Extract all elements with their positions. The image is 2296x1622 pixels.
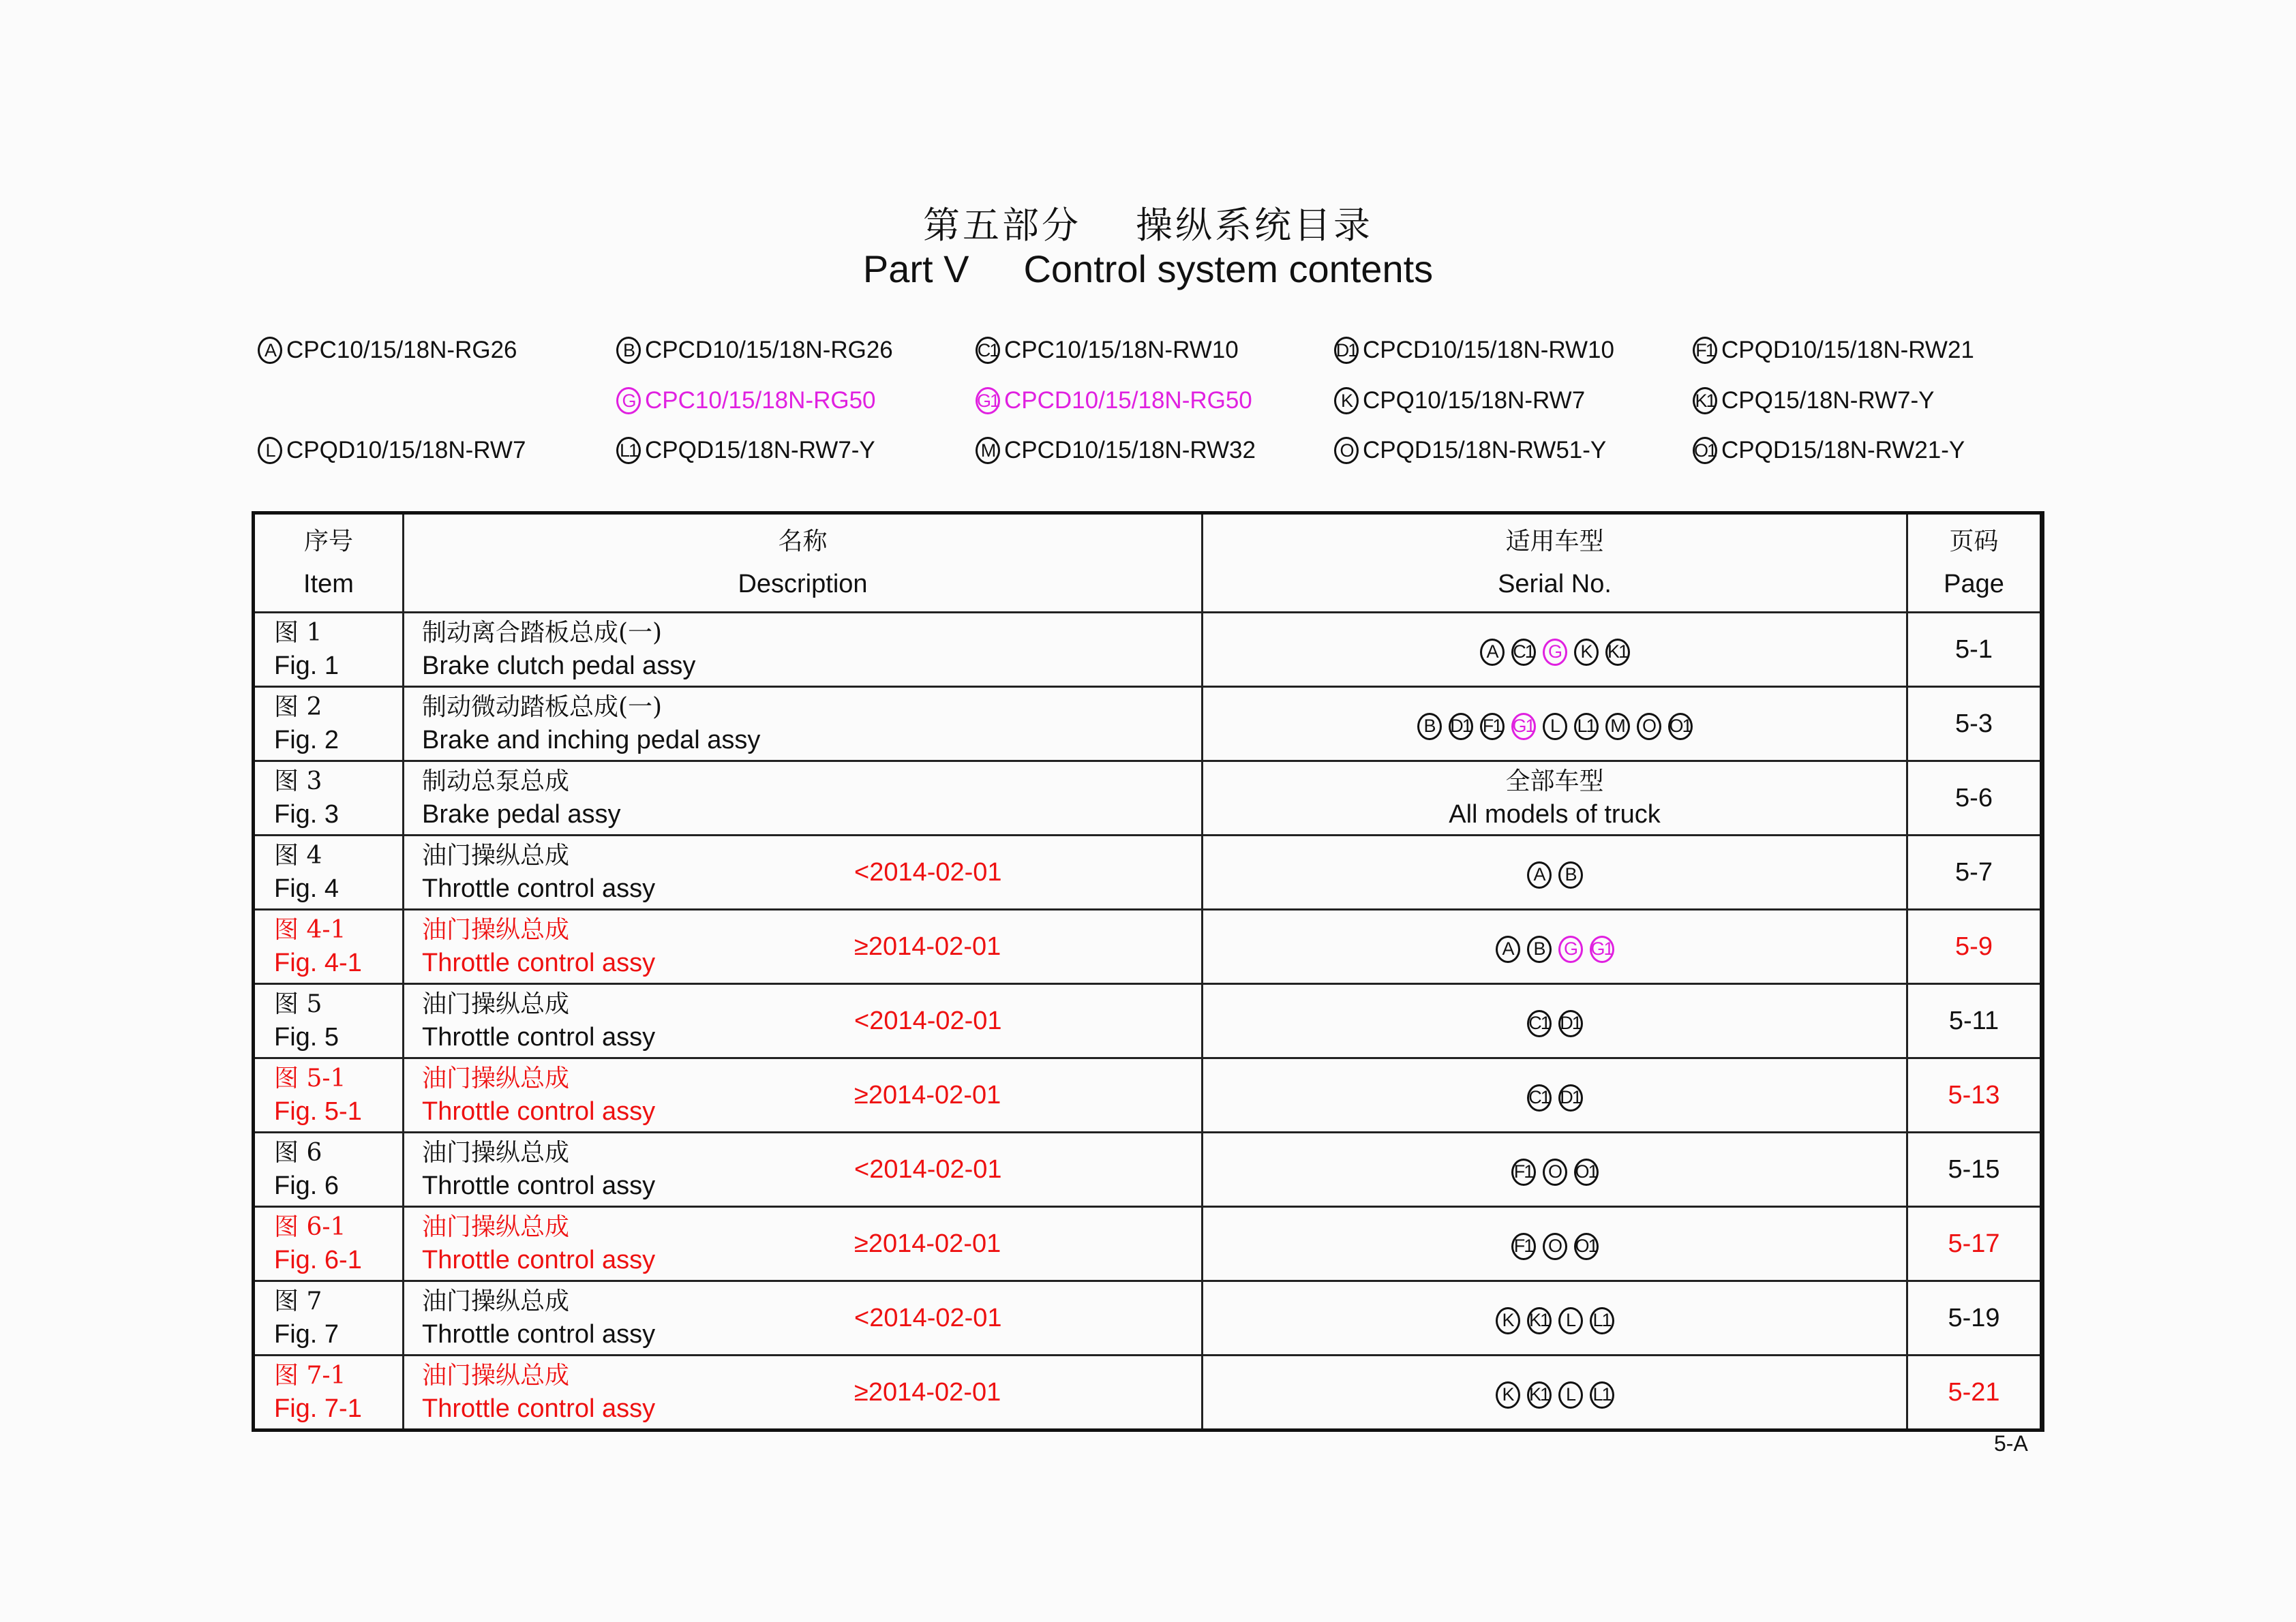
item-cell [254, 1207, 404, 1281]
header-desc-cn: 名称 [778, 527, 828, 555]
legend-item [1693, 387, 1935, 414]
circled-code-icon: A [258, 337, 282, 364]
serial-cell [1203, 984, 1907, 1058]
circled-code-icon: F1 [1511, 1233, 1536, 1260]
desc-cn: 油门操纵总成 [422, 916, 570, 944]
header-page-en: Page [1944, 570, 2004, 598]
circled-code-icon: L [1543, 713, 1567, 740]
page-cell: 5-19 [1907, 1281, 2042, 1356]
table-row [254, 1058, 2042, 1133]
serial-cell [1203, 836, 1907, 910]
item-en: Fig. 5 [274, 1023, 339, 1052]
circled-code-icon: O [1543, 1159, 1567, 1186]
description-cell [404, 1356, 1203, 1430]
item-en: Fig. 1 [274, 652, 339, 680]
desc-cn: 油门操纵总成 [422, 1065, 570, 1092]
circled-code-icon: D1 [1334, 337, 1359, 364]
circled-code-icon: K1 [1527, 1381, 1552, 1409]
table-row [254, 1356, 2042, 1430]
circled-code-icon: A [1496, 936, 1520, 963]
serial-cell [1203, 910, 1907, 984]
desc-en: Brake pedal assy [422, 800, 621, 829]
page-cell: 5-6 [1907, 761, 2042, 836]
title-en-part: Part V [862, 247, 969, 290]
circled-code-icon: K1 [1527, 1307, 1552, 1334]
desc-cn: 油门操纵总成 [422, 990, 570, 1018]
desc-cn: 制动微动踏板总成(一) [422, 693, 663, 721]
item-cell [254, 687, 404, 761]
circled-code-icon: D1 [1558, 1010, 1583, 1037]
serial-codes [1496, 1381, 1614, 1409]
item-en: Fig. 7-1 [274, 1394, 362, 1423]
date-condition: <2014-02-01 [854, 1155, 1002, 1184]
item-cell [254, 613, 404, 687]
circled-code-icon: M [976, 437, 1000, 464]
page-cell: 5-3 [1907, 687, 2042, 761]
serial-cell [1203, 1356, 1907, 1430]
circled-code-icon: G [616, 387, 641, 414]
date-condition: <2014-02-01 [854, 1007, 1002, 1035]
circled-code-icon: K [1574, 639, 1599, 666]
description-cell [404, 1058, 1203, 1133]
description-cell [404, 1281, 1203, 1356]
serial-cell [1203, 1281, 1907, 1356]
page-cell: 5-21 [1907, 1356, 2042, 1430]
circled-code-icon: K [1496, 1381, 1520, 1409]
circled-code-icon: G1 [1511, 713, 1536, 740]
description-cell [404, 836, 1203, 910]
page-title-cn [0, 196, 2296, 249]
item-en: Fig. 5-1 [274, 1097, 362, 1126]
legend-model: CPQD10/15/18N-RW7 [286, 437, 526, 463]
date-condition: ≥2014-02-01 [854, 1378, 1001, 1407]
circled-code-icon: O [1637, 713, 1661, 740]
item-en: Fig. 7 [274, 1320, 339, 1349]
circled-code-icon: L1 [616, 437, 641, 464]
serial-codes [1527, 1010, 1583, 1037]
circled-code-icon: B [1527, 936, 1552, 963]
date-condition: <2014-02-01 [854, 1304, 1002, 1332]
item-cn: 图 7-1 [274, 1362, 346, 1390]
header-item-cn: 序号 [303, 527, 353, 555]
serial-codes [1527, 1084, 1583, 1112]
circled-code-icon: G1 [976, 387, 1000, 414]
date-condition: ≥2014-02-01 [854, 1229, 1001, 1258]
desc-en: Brake and inching pedal assy [422, 726, 761, 754]
desc-en: Throttle control assy [422, 1320, 656, 1349]
description-cell [404, 1133, 1203, 1207]
table-row [254, 761, 2042, 836]
item-en: Fig. 2 [274, 726, 339, 754]
item-cell [254, 1058, 404, 1133]
circled-code-icon: B [616, 337, 641, 364]
desc-cn: 制动离合踏板总成(一) [422, 619, 663, 647]
description-cell [404, 910, 1203, 984]
page-cell: 5-15 [1907, 1133, 2042, 1207]
item-cn: 图 5-1 [274, 1065, 346, 1092]
desc-cn: 油门操纵总成 [422, 1362, 570, 1390]
header-description [404, 513, 1203, 613]
circled-code-icon: O1 [1574, 1159, 1599, 1186]
circled-code-icon: A [1480, 639, 1505, 666]
legend-model: CPQ15/18N-RW7-Y [1721, 387, 1935, 414]
circled-code-icon: K1 [1605, 639, 1630, 666]
table-row [254, 1207, 2042, 1281]
desc-en: Throttle control assy [422, 874, 656, 903]
item-cell [254, 1133, 404, 1207]
item-cn: 图 4 [274, 842, 322, 870]
circled-code-icon: C1 [1527, 1084, 1552, 1112]
table-row [254, 836, 2042, 910]
legend-model: CPC10/15/18N-RW10 [1004, 337, 1239, 363]
legend-model: CPQD15/18N-RW7-Y [645, 437, 875, 463]
circled-code-icon: O1 [1574, 1233, 1599, 1260]
circled-code-icon: O [1334, 437, 1359, 464]
legend-model: CPQD15/18N-RW51-Y [1363, 437, 1607, 463]
circled-code-icon: G [1543, 639, 1567, 666]
legend-item [1334, 437, 1606, 464]
legend-item [258, 337, 517, 364]
serial-cell [1203, 1058, 1907, 1133]
item-en: Fig. 6-1 [274, 1246, 362, 1274]
desc-en: Brake clutch pedal assy [422, 652, 696, 680]
circled-code-icon: G [1558, 936, 1583, 963]
circled-code-icon: L [1558, 1307, 1583, 1334]
legend-item [1334, 387, 1585, 414]
serial-codes [1496, 1307, 1614, 1334]
circled-code-icon: D1 [1449, 713, 1473, 740]
contents-table [252, 511, 2044, 1432]
serial-text-en: All models of truck [1449, 800, 1661, 829]
item-cell [254, 984, 404, 1058]
legend-model: CPCD10/15/18N-RW32 [1004, 437, 1256, 463]
page-cell: 5-13 [1907, 1058, 2042, 1133]
table-header-row [254, 513, 2042, 613]
item-cell [254, 1356, 404, 1430]
legend-model: CPCD10/15/18N-RG50 [1004, 387, 1252, 414]
circled-code-icon: L [1558, 1381, 1583, 1409]
item-cn: 图 4-1 [274, 916, 346, 944]
desc-cn: 油门操纵总成 [422, 1287, 570, 1315]
legend-item [1693, 337, 1974, 364]
legend-item [258, 437, 526, 464]
serial-codes [1417, 713, 1693, 740]
legend-item [616, 387, 876, 414]
circled-code-icon: L [258, 437, 282, 464]
date-condition: <2014-02-01 [854, 858, 1002, 887]
legend-item [976, 387, 1252, 414]
desc-cn: 油门操纵总成 [422, 1213, 570, 1241]
page-cell: 5-1 [1907, 613, 2042, 687]
serial-codes [1527, 861, 1583, 889]
desc-cn: 油门操纵总成 [422, 842, 570, 870]
circled-code-icon: K [1496, 1307, 1520, 1334]
desc-en: Throttle control assy [422, 1172, 656, 1200]
page-cell: 5-9 [1907, 910, 2042, 984]
description-cell [404, 984, 1203, 1058]
circled-code-icon: C1 [1527, 1010, 1552, 1037]
circled-code-icon: O1 [1693, 437, 1717, 464]
legend-model: CPQ10/15/18N-RW7 [1363, 387, 1586, 414]
date-condition: ≥2014-02-01 [854, 932, 1001, 961]
item-en: Fig. 4-1 [274, 949, 362, 977]
header-item [254, 513, 404, 613]
page-cell: 5-7 [1907, 836, 2042, 910]
page-cell: 5-11 [1907, 984, 2042, 1058]
desc-cn: 制动总泵总成 [422, 767, 570, 795]
item-cell [254, 1281, 404, 1356]
legend-item [1693, 437, 1965, 464]
date-condition: ≥2014-02-01 [854, 1081, 1001, 1110]
header-serial-en: Serial No. [1498, 570, 1612, 598]
page-cell: 5-17 [1907, 1207, 2042, 1281]
circled-code-icon: C1 [976, 337, 1000, 364]
circled-code-icon: O1 [1668, 713, 1693, 740]
circled-code-icon: D1 [1558, 1084, 1583, 1112]
legend-model: CPQD15/18N-RW21-Y [1721, 437, 1965, 463]
table-row [254, 1281, 2042, 1356]
serial-cell [1203, 1207, 1907, 1281]
item-cn: 图 3 [274, 767, 322, 795]
serial-codes [1511, 1159, 1599, 1186]
page-title-en [0, 247, 2296, 291]
legend-model: CPC10/15/18N-RG26 [286, 337, 517, 363]
description-cell [404, 613, 1203, 687]
table-row [254, 910, 2042, 984]
circled-code-icon: M [1605, 713, 1630, 740]
serial-text-cn: 全部车型 [1505, 767, 1604, 795]
circled-code-icon: G1 [1590, 936, 1614, 963]
header-serial-cn: 适用车型 [1505, 527, 1604, 555]
circled-code-icon: C1 [1511, 639, 1536, 666]
circled-code-icon: F1 [1693, 337, 1717, 364]
legend-item [976, 437, 1256, 464]
serial-cell [1203, 613, 1907, 687]
item-cell [254, 761, 404, 836]
desc-en: Throttle control assy [422, 949, 656, 977]
item-en: Fig. 6 [274, 1172, 339, 1200]
desc-en: Throttle control assy [422, 1394, 656, 1423]
header-desc-en: Description [738, 570, 868, 598]
table-row [254, 984, 2042, 1058]
desc-cn: 油门操纵总成 [422, 1139, 570, 1167]
serial-cell [1203, 761, 1907, 836]
legend-model: CPC10/15/18N-RG50 [645, 387, 876, 414]
circled-code-icon: A [1527, 861, 1552, 889]
circled-code-icon: L1 [1574, 713, 1599, 740]
legend-item [616, 337, 893, 364]
item-cn: 图 5 [274, 990, 322, 1018]
legend-item [976, 337, 1239, 364]
item-cn: 图 1 [274, 619, 322, 647]
desc-en: Throttle control assy [422, 1023, 656, 1052]
item-cn: 图 6 [274, 1139, 322, 1167]
circled-code-icon: L1 [1590, 1307, 1614, 1334]
legend-model: CPCD10/15/18N-RG26 [645, 337, 893, 363]
circled-code-icon: K [1334, 387, 1359, 414]
serial-codes [1511, 1233, 1599, 1260]
item-cn: 图 7 [274, 1287, 322, 1315]
header-item-en: Item [303, 570, 354, 598]
circled-code-icon: F1 [1511, 1159, 1536, 1186]
title-cn-part: 第五部分 [923, 204, 1081, 247]
item-cn: 图 2 [274, 693, 322, 721]
page-number: 5-A [1994, 1431, 2028, 1456]
title-cn-name: 操纵系统目录 [1136, 204, 1373, 247]
desc-en: Throttle control assy [422, 1246, 656, 1274]
item-en: Fig. 3 [274, 800, 339, 829]
circled-code-icon: K1 [1693, 387, 1717, 414]
legend-item [1334, 337, 1614, 364]
item-cell [254, 910, 404, 984]
description-cell [404, 687, 1203, 761]
description-cell [404, 761, 1203, 836]
circled-code-icon: O [1543, 1233, 1567, 1260]
circled-code-icon: B [1417, 713, 1442, 740]
table-row [254, 1133, 2042, 1207]
circled-code-icon: F1 [1480, 713, 1505, 740]
title-en-name: Control system contents [1023, 247, 1434, 290]
header-page-cn: 页码 [1949, 527, 1999, 555]
circled-code-icon: B [1558, 861, 1583, 889]
serial-cell [1203, 1133, 1907, 1207]
serial-codes [1480, 639, 1630, 666]
circled-code-icon: L1 [1590, 1381, 1614, 1409]
item-cn: 图 6-1 [274, 1213, 346, 1241]
desc-en: Throttle control assy [422, 1097, 656, 1126]
legend-model: CPQD10/15/18N-RW21 [1721, 337, 1974, 363]
legend-item [616, 437, 875, 464]
table-row [254, 687, 2042, 761]
serial-cell [1203, 687, 1907, 761]
legend-model: CPCD10/15/18N-RW10 [1363, 337, 1614, 363]
item-cell [254, 836, 404, 910]
serial-codes [1496, 936, 1614, 963]
header-serial [1203, 513, 1907, 613]
table-row [254, 613, 2042, 687]
item-en: Fig. 4 [274, 874, 339, 903]
header-page [1907, 513, 2042, 613]
description-cell [404, 1207, 1203, 1281]
